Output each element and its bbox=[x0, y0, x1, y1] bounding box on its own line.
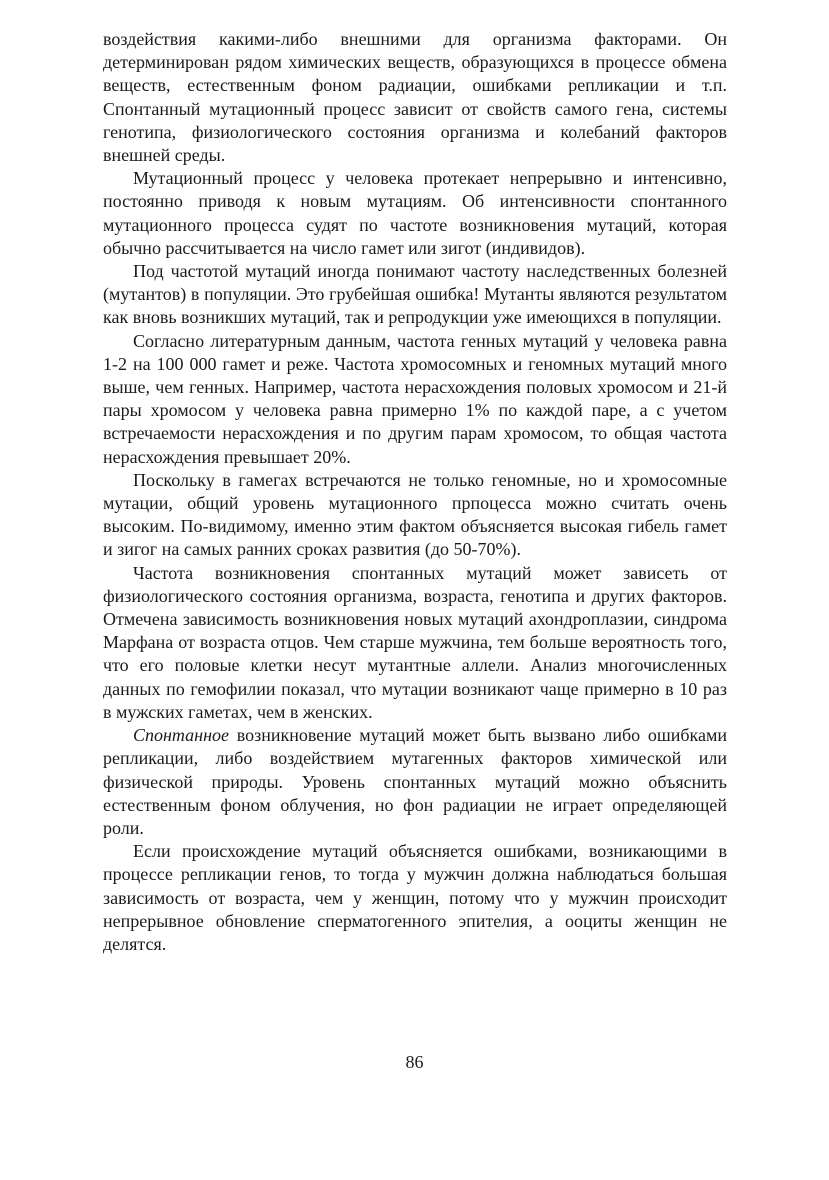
emphasis-term: Спонтанное bbox=[133, 725, 230, 746]
paragraph-1: воздействия какими-либо внешними для организма факторами. Он детерминирован рядом химических веществ, образующихся в процессе обмена веществ, естественным фоном радиации, ошибками репликации и т.п. Спонтанный мутационный процесс зависит от свойств самого гена, системы генотипа, физиологического состояния организма и колебаний факторов внешней среды. bbox=[103, 29, 727, 166]
page-number: 86 bbox=[405, 1052, 424, 1072]
paragraph-4: Согласно литературным данным, частота генных мутаций у человека равна 1-2 на 100 000 гамет и реже. Частота хромосомных и геномных мутаций много выше, чем генных. Например, частота нерасхождения половых хромосом и 21-й пары хромосом у человека равна примерно 1% по каждой паре, а с учетом встречаемости нерасхождения и по другим парам хромосом, то общая частота нерасхождения превышает 20%. bbox=[103, 330, 727, 467]
paragraph-7-text: возникновение мутаций может быть вызвано либо ошибками репликации, либо воздействием мутагенных факторов химической или физической природы. Уровень спонтанных мутаций можно объяснить естественным фоном облучения, но фон радиации не играет определяющей роли. bbox=[103, 725, 727, 838]
paragraph-5: Поскольку в гамегах встречаются не только геномные, но и хромосомные мутации, общий уровень мутационного прпоцесса можно считать очень высоким. По-видимому, именно этим фактом объясняется высокая гибель гамет и зигог на самых ранних сроках развития (до 50-70%). bbox=[103, 469, 727, 560]
paragraph-6: Частота возникновения спонтанных мутаций может зависеть от физиологического состояния организма, возраста, генотипа и других факторов. Отмечена зависимость возникновения новых мутаций ахондроплазии, синдрома Марфана от возраста отцов. Чем старше мужчина, тем больше вероятность того, что его половые клетки несут мутантные аллели. Анализ многочисленных данных по гемофилии показал, что мутации возникают чаще примерно в 10 раз в мужских гаметах, чем в женских. bbox=[103, 562, 727, 722]
paragraph-8: Если происхождение мутаций объясняется ошибками, возникающими в процессе репликации генов, то тогда у мужчин должна наблюдаться большая зависимость от возраста, чем у женщин, потому что у мужчин происходит непрерывное обновление сперматогенного эпителия, а ооциты женщин не делятся. bbox=[103, 841, 727, 954]
paragraph-2: Мутационный процесс у человека протекает непрерывно и интенсивно, постоянно приводя к новым мутациям. Об интенсивности спонтанного мутационного процесса судят по частоте возникновения мутаций, которая обычно рассчитывается на число гамет или зигот (индивидов). bbox=[103, 168, 727, 258]
paragraph-7 bbox=[103, 724, 727, 840]
page-body bbox=[103, 28, 727, 956]
paragraph-3: Под частотой мутаций иногда понимают частоту наследственных болезней (мутантов) в популяции. Это грубейшая ошибка! Мутанты являются результатом как вновь возникших мутаций, так и репродукции уже имеющихся в популяции. bbox=[103, 261, 727, 328]
